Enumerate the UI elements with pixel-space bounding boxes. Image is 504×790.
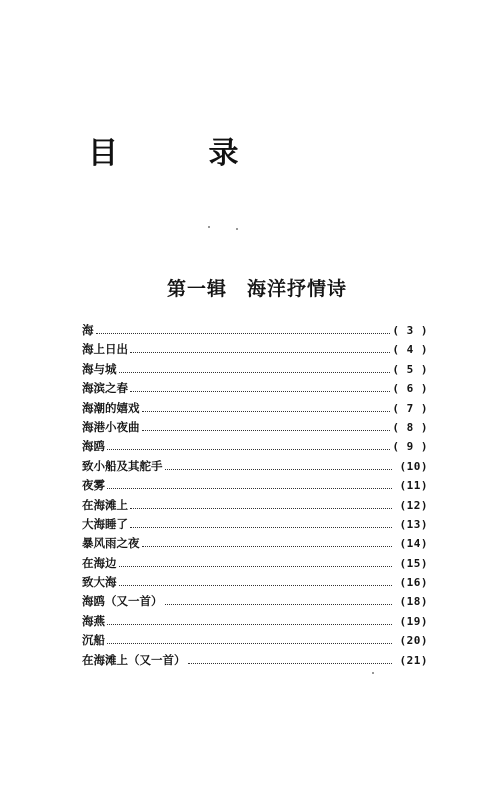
toc-entry-title: 海港小夜曲 — [82, 419, 140, 434]
dot-leader — [188, 663, 393, 664]
toc-entry-title: 在海滩上 — [82, 497, 128, 512]
toc-entry-page: ( 4 ) — [392, 343, 428, 357]
toc-entry — [82, 555, 428, 574]
toc-entry-page: (10) — [399, 459, 428, 473]
toc-entry-page: (11) — [399, 479, 428, 493]
toc-entry-page: ( 8 ) — [392, 420, 428, 434]
toc-entry — [82, 322, 428, 341]
dot-leader — [142, 430, 391, 431]
toc-entry-page: (16) — [399, 576, 428, 590]
toc-entry — [82, 516, 428, 535]
dot-leader — [96, 333, 391, 334]
dot-leader — [107, 449, 390, 450]
toc-entry — [82, 574, 428, 593]
toc-entry-page: ( 6 ) — [392, 382, 428, 396]
dot-leader — [119, 585, 393, 586]
toc-entry — [82, 458, 428, 477]
toc-entry — [82, 438, 428, 457]
print-speck — [208, 226, 210, 228]
toc-entry-title: 海 — [82, 323, 94, 337]
toc-entry — [82, 419, 428, 438]
dot-leader — [142, 411, 391, 412]
dot-leader — [119, 566, 393, 567]
dot-leader — [119, 372, 391, 373]
table-of-contents — [82, 322, 428, 671]
toc-entry-title: 海燕 — [82, 613, 105, 628]
toc-entry-page: (15) — [399, 556, 428, 570]
dot-leader — [130, 508, 392, 509]
toc-entry-page: (21) — [399, 653, 428, 667]
toc-entry-title: 海与城 — [82, 361, 117, 376]
toc-entry — [82, 497, 428, 516]
print-speck — [372, 672, 374, 674]
toc-entry — [82, 535, 428, 554]
toc-entry-page: (18) — [399, 595, 428, 609]
toc-entry — [82, 400, 428, 419]
toc-entry-page: (13) — [399, 517, 428, 531]
print-speck — [236, 228, 238, 230]
toc-entry-page: ( 5 ) — [392, 362, 428, 376]
toc-entry — [82, 652, 428, 671]
toc-entry-title: 在海边 — [82, 555, 117, 570]
toc-entry — [82, 632, 428, 651]
toc-entry-title: 致小船及其舵手 — [82, 458, 163, 473]
page-title: 目 录 — [88, 136, 279, 171]
toc-entry — [82, 361, 428, 380]
dot-leader — [130, 527, 392, 528]
toc-entry-title: 在海滩上（又一首） — [82, 652, 186, 667]
toc-entry-title: 致大海 — [82, 575, 117, 590]
dot-leader — [130, 391, 390, 392]
toc-entry-title: 夜雾 — [82, 478, 105, 493]
dot-leader — [130, 352, 390, 353]
toc-entry-page: ( 9 ) — [392, 440, 428, 454]
toc-entry-page: (12) — [399, 498, 428, 512]
dot-leader — [142, 546, 393, 547]
toc-entry-page: (14) — [399, 537, 428, 551]
dot-leader — [107, 643, 392, 644]
toc-entry-title: 海上日出 — [82, 342, 128, 357]
toc-entry-title: 大海睡了 — [82, 516, 128, 531]
dot-leader — [107, 488, 392, 489]
toc-entry-title: 海鸥 — [82, 439, 105, 454]
section-title: 第一辑 海洋抒情诗 — [166, 278, 347, 300]
toc-entry-title: 沉船 — [82, 633, 105, 648]
toc-entry-title: 海潮的嬉戏 — [82, 400, 140, 415]
toc-entry — [82, 477, 428, 496]
toc-entry — [82, 341, 428, 360]
toc-entry — [82, 613, 428, 632]
toc-entry-title: 海滨之春 — [82, 381, 128, 396]
toc-entry-page: (19) — [399, 614, 428, 628]
toc-entry-title: 海鸥（又一首） — [82, 594, 163, 609]
toc-entry-page: ( 3 ) — [392, 324, 428, 337]
toc-entry — [82, 593, 428, 612]
dot-leader — [107, 624, 392, 625]
dot-leader — [165, 469, 393, 470]
toc-entry-page: (20) — [399, 634, 428, 648]
toc-entry — [82, 380, 428, 399]
toc-entry-title: 暴风雨之夜 — [82, 536, 140, 551]
toc-entry-page: ( 7 ) — [392, 401, 428, 415]
dot-leader — [165, 604, 393, 605]
